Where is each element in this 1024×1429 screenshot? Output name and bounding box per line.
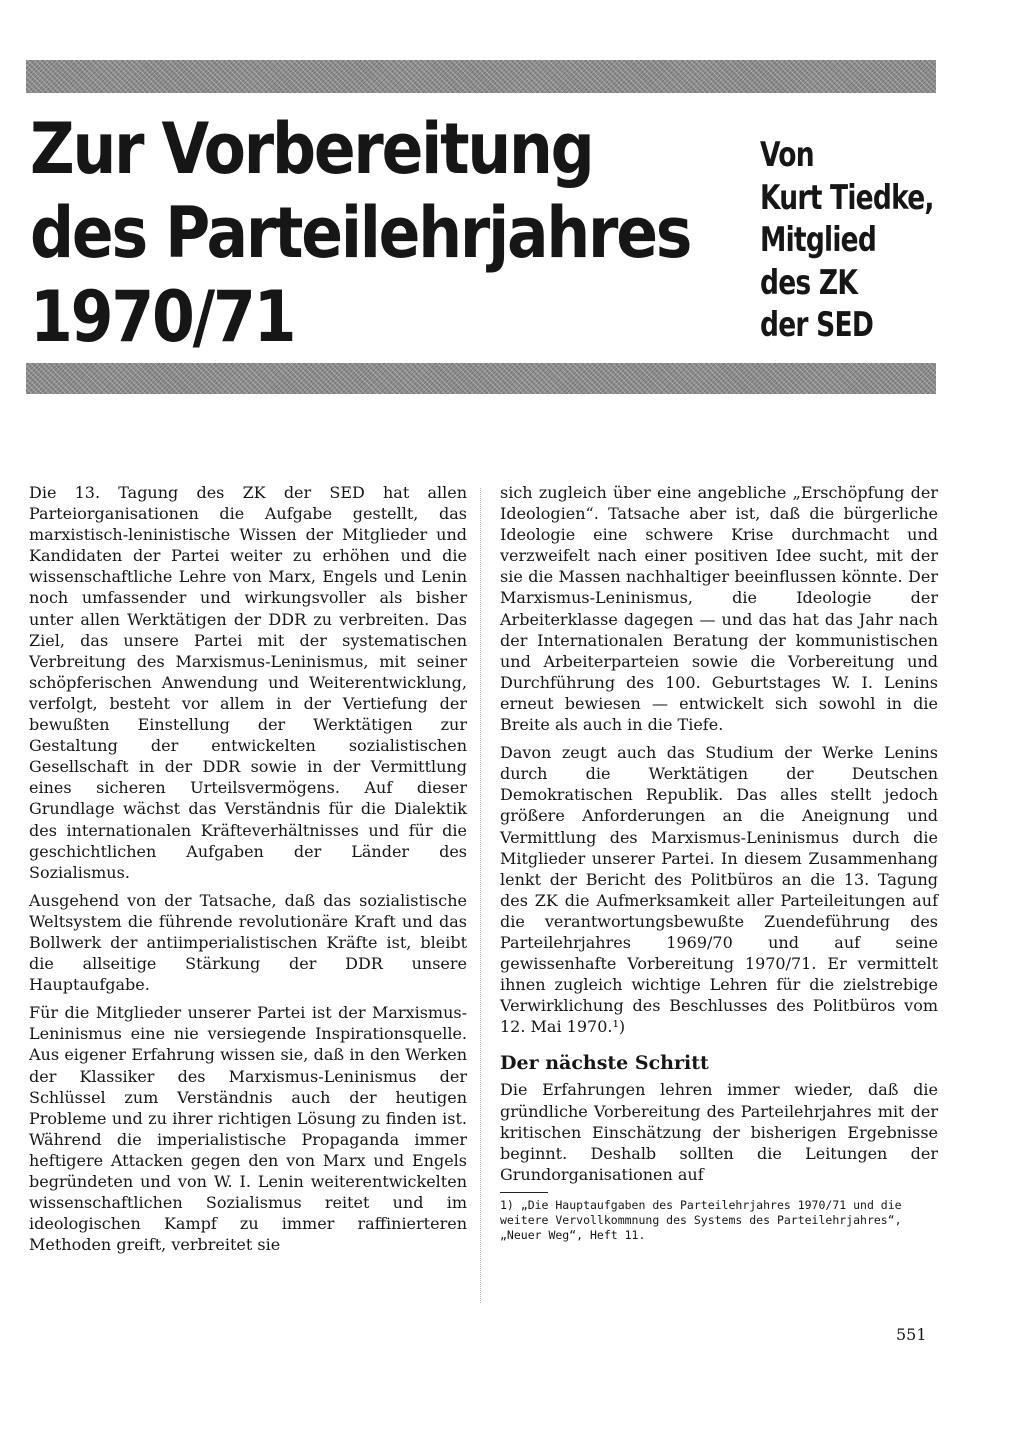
byline-line: Von — [760, 135, 814, 175]
title-line: 1970/71 — [30, 276, 295, 358]
body-paragraph: Die Erfahrungen lehren immer wieder, daß die gründliche Vorbereitung des Parteilehrjahres mit der kritischen Einschätzung der bisherigen Ergebnisse beginnt. Deshalb sollten die Leitungen der Grundorganisationen auf — [500, 1080, 938, 1184]
byline-line: der SED — [760, 305, 874, 345]
body-paragraph: Davon zeugt auch das Studium der Werke Lenins durch die Werktätigen der Deutschen Demokratischen Republik. Das alles stellt jedoch größere Anforderungen an die Aneignung und Vermittlung des Marxismus-Leninismus durch die Mitglieder unserer Partei. In diesem Zusammenhang lenkt der Bericht des Politbüros an die 13. Tagung des ZK die Aufmerksamkeit aller Parteileitungen auf die verantwortungsbewußte Zuendeführung des Parteilehrjahres 1969/70 und auf seine gewissenhafte Vorbereitung 1970/71. Er vermittelt ihnen zugleich wichtige Lehren für die zielstrebige Verwirklichung des Beschlusses des Politbüros vom 12. Mai 1970.¹) — [500, 743, 938, 1037]
byline-line: Mitglied — [760, 220, 877, 260]
section-heading: Der nächste Schritt — [500, 1052, 709, 1075]
author-byline — [760, 134, 939, 347]
body-paragraph: Für die Mitglieder unserer Partei ist der Marxismus-Leninismus eine nie versiegende Inspirationsquelle. Aus eigener Erfahrung wissen sie, daß in den Werken der Klassiker des Marxismus-Leninismus der Schlüssel zum Verständnis auch der heutigen Probleme und zu ihrer richtigen Lösung zu finden ist. Während die imperialistische Propaganda immer heftigere Attacken gegen den von Marx und Engels begründeten und von W. I. Lenin weiterentwickelten wissenschaftlichen Sozialismus reitet und im ideologischen Kampf zu immer raffinierteren Methoden greift, verbreitet sie — [29, 1003, 467, 1255]
title-line: Zur Vorbereitung — [30, 108, 593, 190]
text-column-left — [29, 482, 467, 1262]
decorative-band-bottom — [26, 363, 936, 394]
body-paragraph: sich zugleich über eine angebliche „Erschöpfung der Ideologien“. Tatsache aber ist, daß die bürgerliche Ideologie eine schwere Krise durchmacht und verzweifelt nach einer positiven Idee sucht, mit der sie die Massen nachhaltiger beeinflussen könnte. Der Marxismus-Leninismus, die Ideologie der Arbeiterklasse dagegen — und das hat das Jahr nach der Internationalen Beratung der kommunistischen und Arbeiterparteien sowie die Vorbereitung und Durchführung des 100. Geburtstages W. I. Lenins erneut bewiesen — entwickelt sich sowohl in die Breite als auch in die Tiefe. — [500, 483, 938, 735]
page-number: 551 — [896, 1325, 927, 1344]
title-line: des Parteilehrjahres — [30, 192, 691, 274]
column-divider — [480, 488, 481, 1303]
body-paragraph: Ausgehend von der Tatsache, daß das sozialistische Weltsystem die führende revolutionäre Kraft und das Bollwerk der antiimperialistischen Kräfte ist, bleibt die allseitige Stärkung der DDR unsere Hauptaufgabe. — [29, 890, 467, 995]
byline-line: Kurt Tiedke, — [760, 177, 934, 218]
text-column-right — [500, 482, 938, 1243]
body-paragraph: Die 13. Tagung des ZK der SED hat allen Parteiorganisationen die Aufgabe gestellt, das marxistisch-leninistische Wissen der Mitglieder und Kandidaten der Partei weiter zu erhöhen und die wissenschaftliche Lehre von Marx, Engels und Lenin noch umfassender und wirkungsvoller als bisher unter allen Werktätigen der DDR zu verbreiten. Das Ziel, das unsere Partei mit der systematischen Verbreitung des Marxismus-Leninismus, mit seiner schöpferischen Anwendung und Weiterentwicklung, verfolgt, besteht vor allem in der Vertiefung der bewußten Einstellung der Werktätigen zur Gestaltung der entwickelten sozialistischen Gesellschaft in der DDR sowie in der Vermittlung eines sicheren Urteilsvermögens. Auf dieser Grundlage wächst das Verständnis für die Dialektik des internationalen Kräfteverhältnisses und für die geschichtlichen Aufgaben der Länder des Sozialismus. — [29, 483, 467, 882]
byline-line: des ZK — [760, 262, 858, 303]
article-title — [30, 107, 691, 359]
footnote: 1) „Die Hauptaufgaben des Parteilehrjahres 1970/71 und die weitere Vervollkommnung des Systems des Parteilehrjahres“, „Neuer Weg“, Heft 11. — [500, 1197, 902, 1242]
footnote-rule — [500, 1192, 548, 1193]
decorative-band-top — [26, 60, 936, 93]
